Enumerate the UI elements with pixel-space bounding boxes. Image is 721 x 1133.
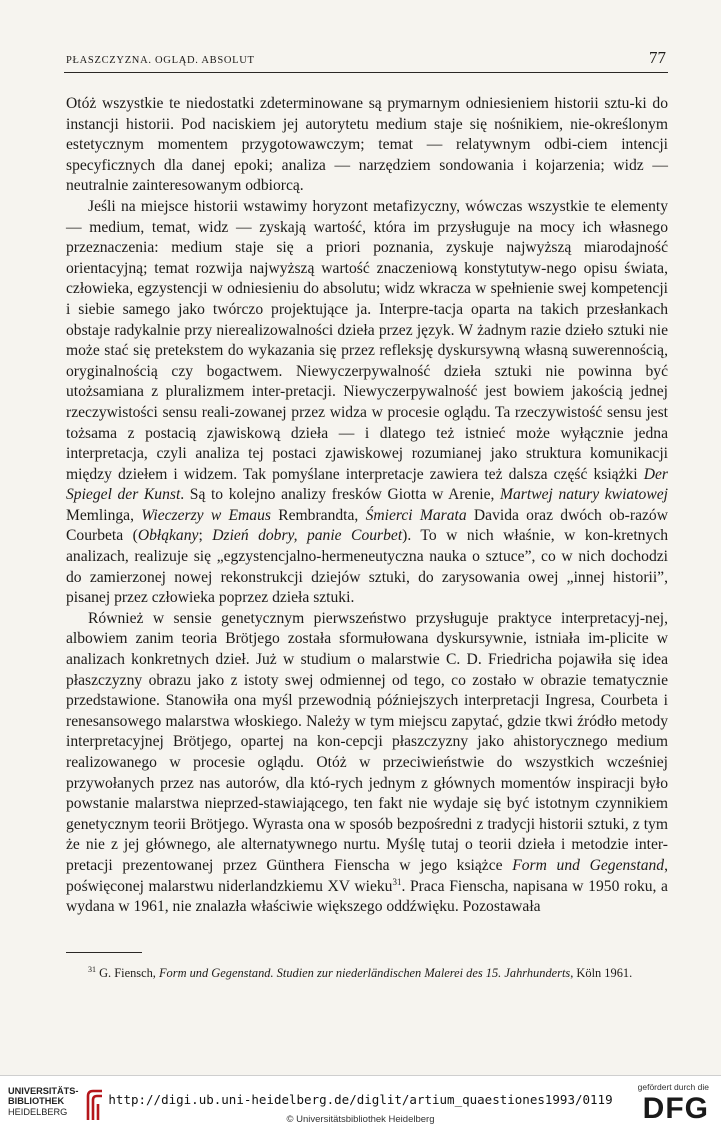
dfg-block[interactable] (631, 1082, 709, 1130)
running-header (64, 50, 668, 73)
text-run: ). To w nich właśnie, w kon-kretnych analizach, realizuje się „egzystencjalno-hermeneutyczna nauka o sztuce”, co w nich dochodzi do zamierzonej nowej rekonstrukcji dziejów sztuki, do zarysowania owej „innej historii”, pisanej przez człowieka poprzez dzieła sztuki. (66, 527, 668, 607)
running-title: PŁASZCZYZNA. OGLĄD. ABSOLUT (66, 55, 255, 66)
footnote-rule (66, 952, 142, 953)
permalink-url[interactable]: http://digi.ub.uni-heidelberg.de/diglit/artium_quaestiones1993/0119 (108, 1092, 613, 1107)
italic-title: Form und Gegenstand (512, 856, 665, 874)
viewer-footer (0, 1075, 721, 1133)
italic-title: Form und Gegenstand. Studien zur niederländischen Malerei des 15. Jahrhunderts (158, 966, 571, 980)
text-run: ; (198, 527, 213, 545)
italic-title: Wieczerzy w Emaus (141, 506, 271, 524)
italic-title: Martwej natury kwiatowej (500, 486, 668, 504)
copyright-notice: © Universitätsbibliothek Heidelberg (286, 1114, 435, 1125)
paragraph-2 (66, 197, 668, 609)
text-run: Jeśli na miejsce historii wstawimy horyzont metafizyczny, wówczas wszystkie te elementy — medium, temat, widz — zyskają wartość, która im przysługuje na mocy ich własnego przeznaczenia: medium staje się a priori poznania, zyskuje najwyższą miarodajność orientacyjną; temat rozwija najwyższą wartość znaczeniową konstytutyw-nego opisu świata, człowieka, egzystencji w odniesieniu do absolutu; widz wkracza w spełnienie swej kompetencji i siebie samego jako twórczo projektujące ja. Interpre-tacja oparta na takich przesłankach obstaje radykalnie przy nierealizowalności dzieła przez język. W żadnym razie dzieło sztuki nie może stać się pretekstem do wykazania się przez refleksję dyskursywną własną suwerennością, oryginalnością czy bogactwem. Niewyczerpywalność dzieła sztuki nie powinna być utożsamiana z pluralizmem inter-pretacji. Niewyczerpywalność jest bowiem jakością jednej rzeczywistości sensu reali-zowanej przez widza w procesie oglądu. Ta rzeczywistość sensu jest tożsama z postacią zjawiskową dzieła — i dlatego też istnieć może wyłącznie jedna interpretacja, czyli analiza tej postaci zjawiskowej rozumianej jako struktura komunikacji między dziełem i widzem. Tak pomyślane interpretacje zawiera też dalsza część książki (66, 197, 668, 483)
italic-title: Śmierci Marata (365, 506, 467, 524)
footnote (66, 964, 668, 982)
paragraph-3 (66, 609, 668, 918)
text-run: Otóż wszystkie te niedostatki zdeterminowane są prymarnym odniesieniem historii sztu-ki do instancji historii. Pod naciskiem jej autorytetu medium staje się nośnikiem, nie-określonym estetycznym momentem przygotowawczym; temat — relatywnym odbi-ciem intencji specyficznych dla danej epoki; analiza — narzędziem sondowania i kojarzenia; widz — neutralnie zainteresowanym odbiorcą. (66, 95, 668, 195)
page-number: 77 (649, 48, 666, 67)
text-run: G. Fiensch, (96, 966, 159, 980)
text-run: Rembrandta, (270, 506, 366, 524)
text-run: , Köln 1961. (570, 966, 633, 980)
footnote-31 (66, 964, 668, 982)
library-name-line-3: HEIDELBERG (8, 1106, 68, 1117)
footnote-marker: 31 (392, 876, 402, 887)
text-run: , poświęconej malarstwu niderlandzkiemu XV wieku (66, 856, 668, 895)
italic-title: Der Spiegel der Kunst (66, 465, 668, 504)
library-name-line-1: UNIVERSITÄTS- (8, 1086, 79, 1096)
dfg-logo: DFG (642, 1092, 709, 1125)
paragraph-1 (66, 94, 668, 197)
text-run: Memlinga, (66, 506, 142, 524)
italic-title: Obłąkany (137, 527, 199, 545)
text-run: Davida oraz dwóch ob-razów Courbeta ( (66, 506, 668, 545)
text-run: Również w sensie genetycznym pierwszeństwo przysługuje praktyce interpretacyj-nej, albowiem zanim teoria Brötjego została sformułowana dyskursywnie, istniała im-plicite w analizach konkretnych dzieł. Już w studium o malarstwie C. D. Friedricha pojawiła się idea płaszczyzny obrazu jako z istoty swej odmiennej od tego, co zostało w obrazie tematycznie przedstawione. Stanowiła ona myśl przewodnią późniejszych interpretacji Ingresa, Courbeta i renesansowego malarstwa włoskiego. Należy w tym miejscu zapytać, gdzie tkwi źródło metody interpretacyjnej Brötjego, opartej na kon-cepcji płaszczyzny jako ahistorycznego medium realizowanego w procesie oglądu. Otóż w przeciwieństwie do wszystkich wcześniej przywołanych przez nas autorów, dla któ-rych jednym z głównych momentów inspiracji było powstanie malarstwa nieprzed-stawiającego, ten fakt nie wydaje się być istotnym czynnikiem genetycznym teorii Brötjego. Wyrasta ona w sposób bezpośredni z tradycji historii sztuki, z tym że nie z jej głównego, ale alternatywnego nurtu. Myślę tutaj o teorii dzieła i metodzie inter-pretacji prezentowanej przez Günthera Fienscha w jego książce (66, 609, 668, 874)
italic-title: Dzień dobry, panie Courbet (212, 527, 403, 545)
text-run: . Praca Fienscha, napisana w 1950 roku, a wydana w 1961, nie znalazła właściwie większego oddźwięku. Pozostawała (66, 877, 668, 916)
funding-note: gefördert durch die (637, 1082, 709, 1092)
library-name-line-2: BIBLIOTHEK (8, 1096, 65, 1107)
text-run: . Są to kolejno analizy fresków Giotta w Arenie, (180, 486, 501, 504)
footnote-marker: 31 (88, 964, 96, 974)
body-text (66, 94, 668, 918)
